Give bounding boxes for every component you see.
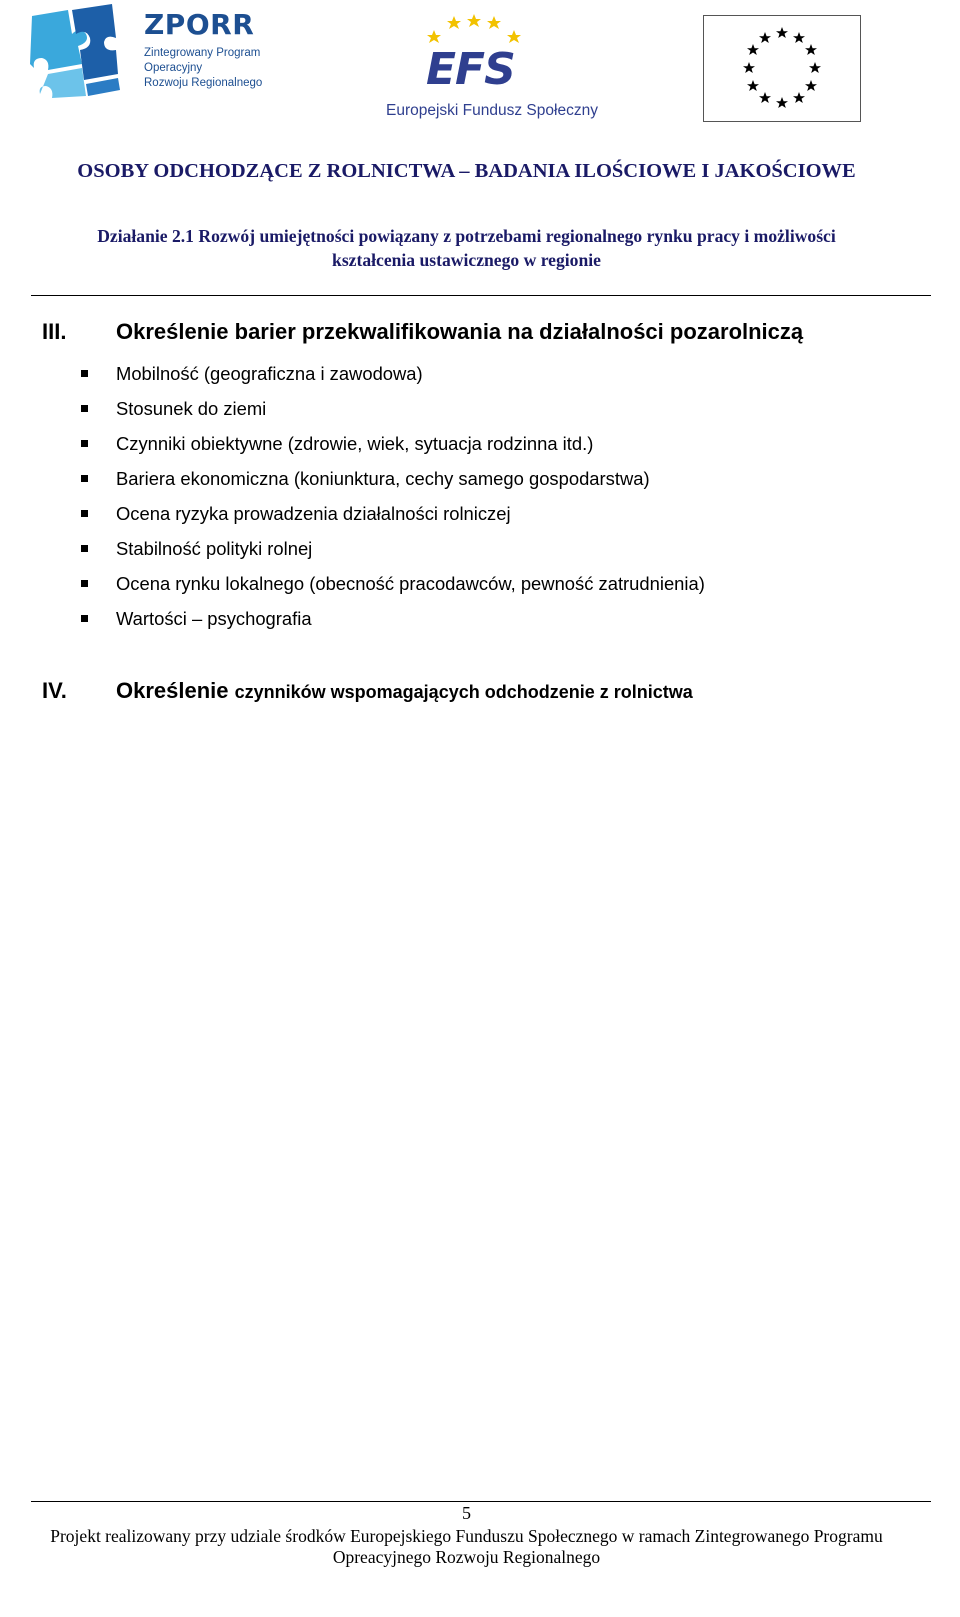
- list-item-text: Czynniki obiektywne (zdrowie, wiek, sytuacja rodzinna itd.): [116, 433, 594, 454]
- list-item: [0, 391, 960, 426]
- efs-logo: [380, 10, 598, 125]
- square-bullet-icon: [81, 405, 88, 412]
- section-4-title: [116, 678, 693, 704]
- zporr-subtitle-line: Rozwoju Regionalnego: [144, 77, 263, 89]
- section-3-bullet-list: [0, 356, 960, 636]
- section-4-title-rest: czynników wspomagających odchodzenie z rolnictwa: [234, 682, 693, 702]
- list-item-text: Wartości – psychografia: [116, 608, 312, 629]
- zporr-logo: [28, 4, 268, 100]
- document-header-title: OSOBY ODCHODZĄCE Z ROLNICTWA – BADANIA ILOŚCIOWE I JAKOŚCIOWE: [77, 160, 856, 182]
- list-item-text: Mobilność (geograficzna i zawodowa): [116, 363, 423, 384]
- zporr-subtitle-line: Operacyjny: [144, 62, 203, 74]
- list-item: [0, 566, 960, 601]
- section-4-title-lead: Określenie: [116, 678, 229, 703]
- square-bullet-icon: [81, 580, 88, 587]
- document-header-subtitle: [20, 224, 913, 272]
- list-item-text: Ocena ryzyka prowadzenia działalności rolniczej: [116, 503, 511, 524]
- header-divider: [31, 295, 931, 296]
- footer-divider: [31, 1501, 931, 1502]
- list-item: [0, 356, 960, 391]
- page-number: 5: [462, 1503, 471, 1523]
- section-4-number: IV.: [42, 678, 67, 703]
- square-bullet-icon: [81, 475, 88, 482]
- efs-caption: Europejski Fundusz Społeczny: [386, 102, 598, 119]
- puzzle-icon: [28, 4, 120, 98]
- footer-note: [20, 1526, 913, 1568]
- subtitle-line: kształcenia ustawicznego w regionie: [332, 250, 601, 270]
- footer-line: Projekt realizowany przy udziale środków Europejskiego Funduszu Społecznego w ramach Zintegrowanego Programu: [50, 1526, 883, 1546]
- square-bullet-icon: [81, 440, 88, 447]
- list-item-text: Ocena rynku lokalnego (obecność pracodawców, pewność zatrudnienia): [116, 573, 705, 594]
- logo-bar: [0, 0, 960, 135]
- eu-flag-logo: [703, 15, 861, 122]
- eu-flag-icon: [704, 16, 860, 121]
- list-item-text: Stabilność polityki rolnej: [116, 538, 313, 559]
- list-item-text: Stosunek do ziemi: [116, 398, 267, 419]
- subtitle-line: Działanie 2.1 Rozwój umiejętności powiązany z potrzebami regionalnego rynku pracy i możliwości: [97, 226, 836, 246]
- section-3-number: III.: [42, 319, 67, 344]
- zporr-subtitle-line: Zintegrowany Program: [144, 47, 261, 59]
- list-item: [0, 496, 960, 531]
- list-item: [0, 461, 960, 496]
- list-item: [0, 426, 960, 461]
- zporr-title: ZPORR: [144, 8, 255, 41]
- section-3-title: Określenie barier przekwalifikowania na działalności pozarolniczą: [116, 319, 804, 344]
- zporr-subtitle: [144, 46, 262, 91]
- list-item: [0, 601, 960, 636]
- square-bullet-icon: [81, 510, 88, 517]
- square-bullet-icon: [81, 545, 88, 552]
- footer-line: Opreacyjnego Rozwoju Regionalnego: [332, 1547, 601, 1567]
- efs-mark: EFS: [426, 44, 515, 95]
- list-item: [0, 531, 960, 566]
- square-bullet-icon: [81, 615, 88, 622]
- list-item-text: Bariera ekonomiczna (koniunktura, cechy samego gospodarstwa): [116, 468, 650, 489]
- square-bullet-icon: [81, 370, 88, 377]
